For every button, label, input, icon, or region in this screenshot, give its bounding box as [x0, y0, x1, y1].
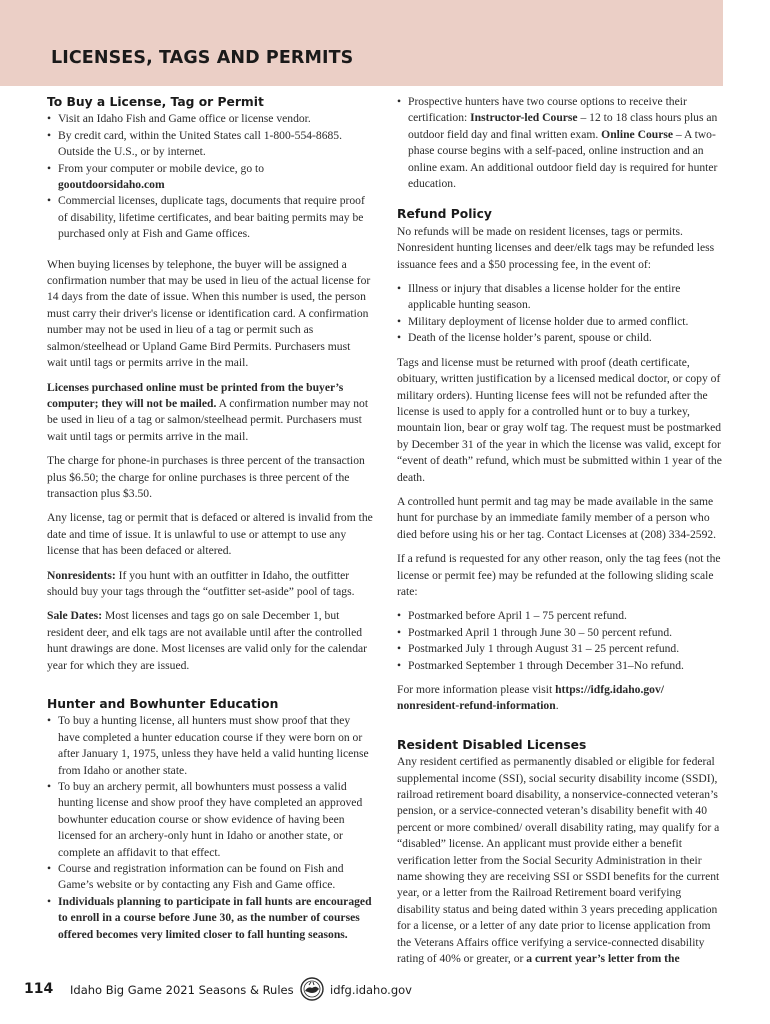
education-list [47, 713, 373, 943]
disabled-bold: a current year’s letter from the [526, 952, 680, 966]
sale-dates-label: Sale Dates: [47, 609, 103, 623]
list-item: • Course and registration information can be found on Fish and Game’s website or by contacting any Fish and Game office. [47, 861, 373, 894]
refund-controlled: A controlled hunt permit and tag may be made available in the same hunt for purchase by an immediate family member of a person who died before using his or her tag. Contact Licenses at (208) 334-2592. [397, 494, 717, 541]
list-item [47, 161, 373, 194]
refund-link[interactable]: https://idfg.idaho.gov/ nonresident-refund-information [397, 683, 664, 713]
disabled-paragraph [397, 754, 727, 967]
disabled-text: Any resident certified as permanently disabled or eligible for federal supplemental income (SSI), social security disability income (SSDI), railroad retirement board disability, a nonservice-connected veteran’s pension, or a service-connected veteran’s disability benefit with 40 percent or more combined/ overall disability rating, may qualify for a “disabled” license. An applicant must provide either a benefit verification letter from the Social Security Administration in their name showing they are receiving SSI or SSDI benefits for the current year, or a letter from the Railroad Retirement board verifying disability status and being dated within 3 years preceding application for a license, or a letter of any date prior to license application from the Veterans Affairs office verifying a service-connected disability rating of 40% or greater, or [397, 755, 720, 966]
fall-text: Individuals planning to participate in fall hunts are encouraged to enroll in a course before June 30, as the number of courses offered becomes very limited closer to fall hunting seasons. [58, 894, 372, 941]
online-paragraph [47, 380, 373, 446]
disabled-heading: Resident Disabled Licenses [397, 737, 587, 752]
online-text: From your computer or mobile device, go to [58, 161, 265, 175]
telephone-paragraph: When buying licenses by telephone, the buyer will be assigned a confirmation number that may be used in lieu of the actual license for 14 days from the date of issue. When this number is used, the person must carry their driver's license or identification card. A confirmation number may not be used in lieu of a tag or permit such as salmon/steelhead or Upland Game Bird Permits. Purchasers must wait until tags or permits arrive in the mail. [47, 257, 371, 370]
refund-intro: No refunds will be made on resident licenses, tags or permits. Nonresident hunting licenses and deer/elk tags may be refunded less issuance fees and a $50 processing fee, in the event of: [397, 224, 715, 271]
sale-dates-text: Most licenses and tags go on sale December 1, but resident deer, and elk tags are not available until after the controlled hunt drawings are done. Most licenses are valid only for the calendar year for which they are issued. [47, 609, 368, 672]
list-item: • Postmarked July 1 through August 31 – 25 percent refund. [397, 641, 727, 657]
refund-events [397, 281, 727, 347]
course-text: – 12 to 18 class hours plus an outdoor field day and final written exam. [408, 111, 718, 141]
refund-more [397, 682, 727, 715]
list-item: • By credit card, within the United States call 1-800-554-8685. Outside the U.S., or by internet. [47, 128, 373, 161]
list-item [397, 94, 727, 192]
list-item: • Postmarked before April 1 – 75 percent refund. [397, 608, 727, 624]
nonresidents-label: Nonresidents: [47, 568, 116, 582]
nonresidents-paragraph [47, 568, 373, 601]
list-item: • Illness or injury that disables a license holder for the entire applicable hunting season. [397, 281, 727, 314]
left-column [47, 94, 373, 951]
charge-paragraph: The charge for phone-in purchases is three percent of the transaction plus $6.50; the charge for online purchases is three percent of the transaction plus $3.50. [47, 454, 365, 500]
online-rest: A confirmation number may not be used in lieu of a tag or salmon/steelhead permit. Purchasers must wait until tags or permits arrive in the mail. [47, 396, 369, 443]
education-heading: Hunter and Bowhunter Education [47, 697, 279, 711]
list-item: • Postmarked April 1 through June 30 – 50 percent refund. [397, 625, 727, 641]
refund-scale [397, 608, 727, 674]
course-list [397, 94, 727, 192]
list-item: • Death of the license holder’s parent, spouse or child. [397, 330, 727, 346]
list-item: • To buy an archery permit, all bowhunters must possess a valid hunting license and show proof they have completed an approved bowhunter education course or show evidence of having been licensed for an archery-only hunt in Idaho or another state, or complete an affidavit to that effect. [47, 779, 373, 861]
course-bold: Online Course [601, 127, 673, 141]
more-text: For more information please visit [397, 683, 556, 696]
buy-heading: To Buy a License, Tag or Permit [47, 95, 264, 109]
refund-proof: Tags and license must be returned with proof (death certificate, obituary, written justification by a licensed medical doctor, or copy of military orders). Hunting license fees will not be refunded after the license is used to apply for a controlled hunt or to buy a turkey, mountain lion, bear or gray wolf tag. The request must be postmarked by December 31 of the year in which the license was valid, except for “event of death” refund, which must be submitted within 1 year of the death. [397, 355, 722, 484]
course-text: Prospective hunters have two course options to receive their certification: [408, 95, 687, 125]
idaho-fish-and-game-logo-icon [300, 977, 324, 1001]
sale-dates-paragraph [47, 608, 373, 674]
right-column [397, 94, 727, 976]
online-bold: Licenses purchased online must be printed from the buyer’s computer; they will not be mailed. [47, 380, 344, 410]
list-item: • Commercial licenses, duplicate tags, documents that require proof of disability, lifetime certificates, and bear baiting permits may be purchased only at Fish and Game offices. [47, 193, 373, 242]
course-text: – A two-phase course begins with a self-paced, online instruction and an online exam. An additional outdoor field day is required for hunter education. [408, 127, 718, 191]
list-item: • Postmarked September 1 through December 31–No refund. [397, 658, 727, 674]
publication-title: Idaho Big Game 2021 Seasons & Rules [70, 983, 294, 997]
refund-heading: Refund Policy [397, 207, 492, 222]
website-link[interactable]: idfg.idaho.gov [330, 983, 412, 997]
online-link[interactable]: gooutdoorsidaho.com [58, 178, 165, 192]
list-item: • To buy a hunting license, all hunters must show proof that they have completed a hunter education course if they were born on or after January 1, 1975, unless they have held a valid hunting license from Idaho or another state. [47, 713, 373, 779]
page-number: 114 [24, 981, 54, 997]
buy-list [47, 111, 373, 242]
page-title: LICENSES, TAGS AND PERMITS [51, 48, 354, 68]
more-end: . [555, 699, 559, 713]
defaced-paragraph: Any license, tag or permit that is defaced or altered is invalid from the date and time of issue. It is unlawful to use or attempt to use any license that has been defaced or altered. [47, 511, 373, 558]
nonresidents-text: If you hunt with an outfitter in Idaho, the outfitter should buy your tags through the “outfitter set-aside” pool of tags. [47, 568, 355, 598]
list-item: • Visit an Idaho Fish and Game office or license vendor. [47, 111, 373, 127]
refund-other: If a refund is requested for any other reason, only the tag fees (not the license or permit fee) may be refunded at the following sliding scale rate: [397, 552, 721, 598]
header-band [0, 0, 723, 86]
list-item: • Military deployment of license holder due to armed conflict. [397, 314, 727, 330]
list-item [47, 894, 373, 943]
course-bold: Instructor-led Course [470, 111, 578, 125]
footer [0, 976, 770, 1004]
